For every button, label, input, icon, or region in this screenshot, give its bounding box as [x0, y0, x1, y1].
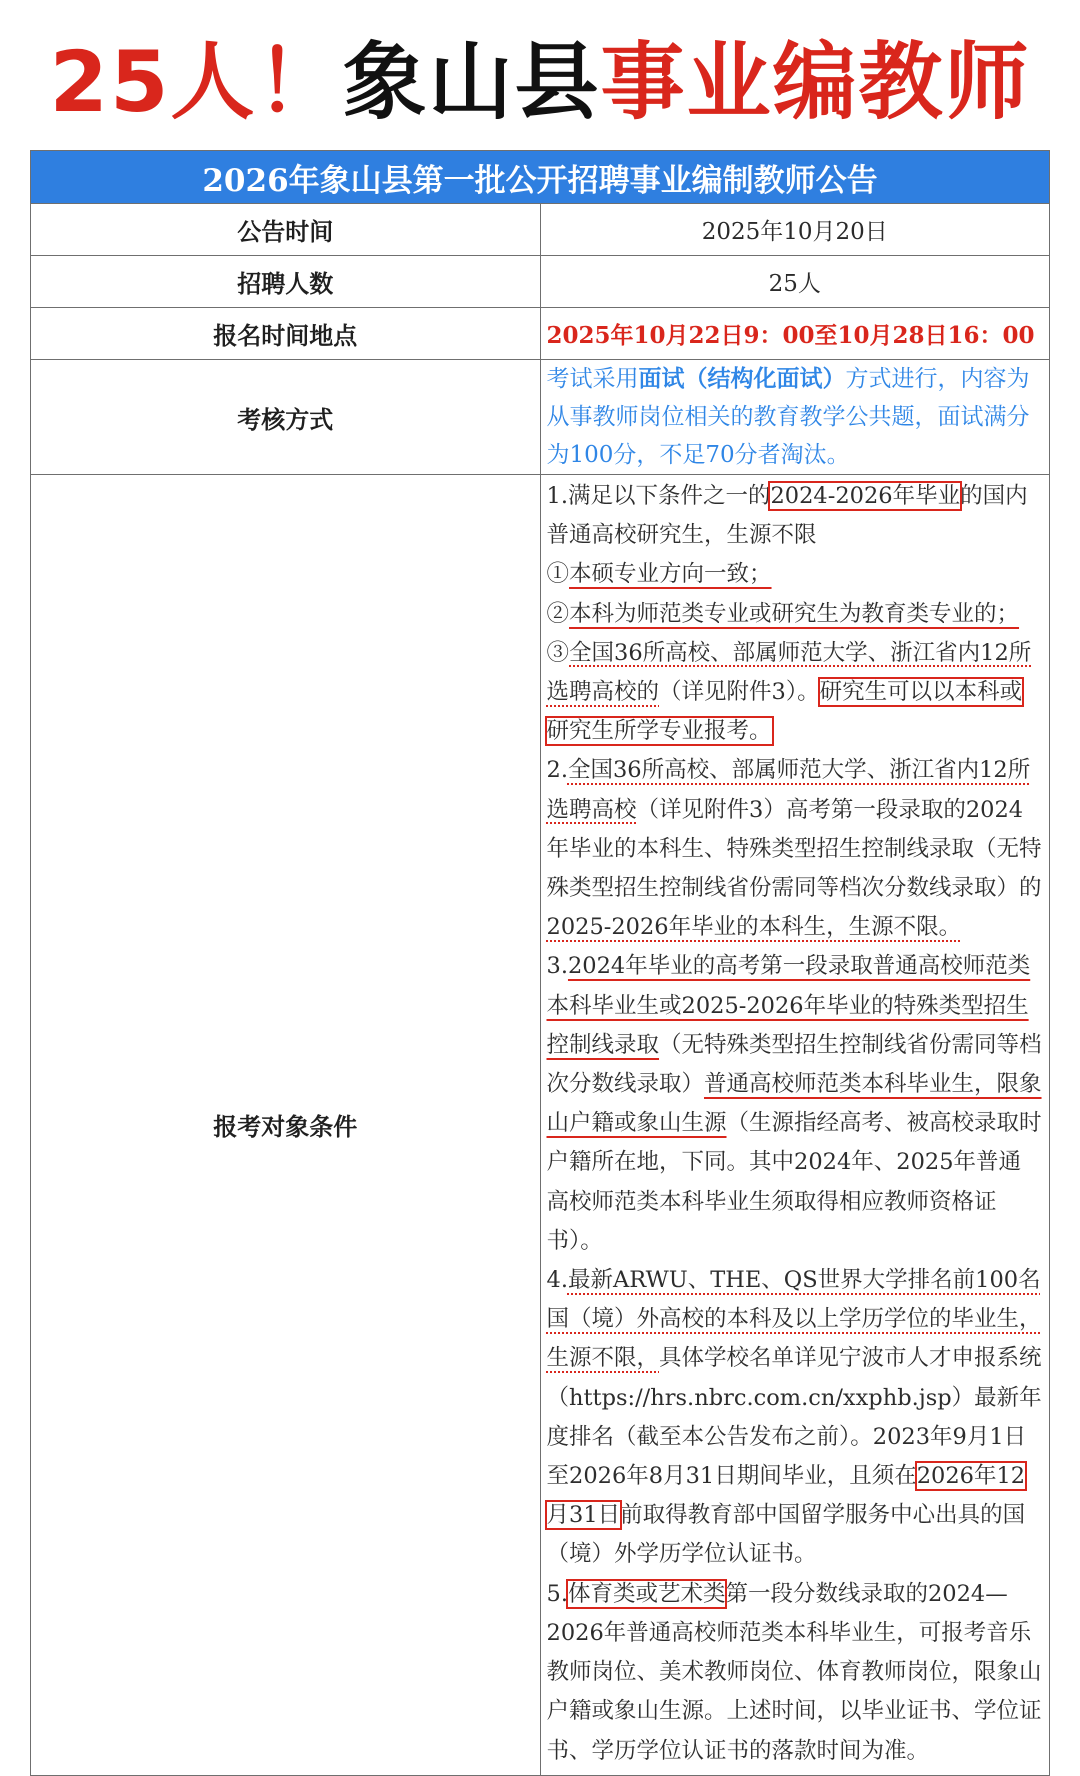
assessment-pre: 考试采用	[546, 366, 639, 392]
row-registration	[31, 308, 1050, 360]
assessment-post: 方式进行，内容为从事教师岗位相关的教育教学公共题，面试满分为100分，不足70分者淘汰。	[546, 366, 1030, 468]
condition-2	[547, 751, 1044, 947]
condition-3-residency: 普通高校师范类本科毕业生，限象山户籍或象山生源	[546, 1071, 1042, 1137]
row-announce-time	[31, 204, 1050, 256]
announce-time-value: 2025年10月20日	[540, 204, 1050, 256]
condition-1-post: 的国内普通高校研究生，生源不限	[546, 483, 1028, 549]
assessment-value	[540, 360, 1050, 475]
headline-position: 事业编教师	[600, 32, 1031, 131]
condition-1c-mark: ③	[546, 639, 570, 666]
condition-1-graduation-box: 2024-2026年毕业	[770, 483, 961, 509]
conditions-label: 报考对象条件	[31, 475, 541, 1776]
condition-2-mid: （详见附件3）高考第一段录取的2024年毕业的本科生、特殊类型招生控制线录取（无特殊类型招生控制线省份需同等档次分数线录取）的	[546, 796, 1042, 902]
condition-2-schools: 全国36所高校、部属师范大学、浙江省内12所选聘高校	[546, 757, 1031, 823]
condition-5	[547, 1575, 1044, 1771]
registration-label: 报名时间地点	[31, 308, 541, 360]
condition-1c	[547, 634, 1044, 752]
condition-4-mid: 具体学校名单详见宁波市人才申报系统（https://hrs.nbrc.com.cn/xxphb.jsp）最新年度排名（截至本公告发布之前）。2023年9月1日至2026年8月31日期间毕业，且须在	[546, 1345, 1042, 1490]
condition-1c-major-box: 研究生可以以本科或研究生所学专业报考。	[546, 679, 1023, 745]
row-assessment	[31, 360, 1050, 475]
condition-5-num: 5.	[546, 1580, 568, 1607]
condition-5-category-box: 体育类或艺术类	[567, 1580, 726, 1607]
row-conditions	[31, 475, 1050, 1776]
condition-2-num: 2.	[546, 757, 568, 784]
condition-5-post: 第一段分数线录取的2024—2026年普通高校师范类本科毕业生，可报考音乐教师岗位、美术教师岗位、体育教师岗位，限象山户籍或象山生源。上述时间，以毕业证书、学位证书、学历学位认证书的落款时间为准。	[546, 1580, 1042, 1764]
condition-1c-schools: 全国36所高校、部属师范大学、浙江省内12所选聘高校的	[546, 639, 1032, 706]
condition-3-mid: （无特殊类型招生控制线省份需同等档次分数线录取）	[546, 1031, 1042, 1098]
condition-4-ranking: 最新ARWU、THE、QS世界大学排名前100名国（境）外高校的本科及以上学历学位的毕业生，生源不限，	[546, 1267, 1042, 1372]
condition-3-num: 3.	[546, 953, 568, 980]
condition-1b-text: 本科为师范类专业或研究生为教育类专业的；	[569, 600, 1020, 627]
condition-1a	[547, 555, 1044, 594]
condition-3-post: （生源指经高考、被高校录取时户籍所在地，下同。其中2024年、2025年普通高校师范类本科毕业生须取得相应教师资格证书）。	[546, 1110, 1042, 1254]
condition-1a-mark: ①	[546, 561, 570, 588]
condition-1b	[547, 595, 1044, 634]
condition-1a-text: 本硕专业方向一致；	[569, 561, 772, 588]
condition-1c-post: （详见附件3）。	[659, 679, 820, 706]
registration-value	[540, 308, 1050, 360]
headcount-value: 25人	[540, 256, 1050, 308]
conditions-value	[540, 475, 1050, 1776]
registration-deadline: 2025年10月22日9：00至10月28日16：00	[546, 322, 1035, 349]
condition-4-deadline-box: 2026年12月31日	[546, 1463, 1026, 1529]
announce-time-label: 公告时间	[31, 204, 541, 256]
notice-title: 2026年象山县第一批公开招聘事业编制教师公告	[31, 151, 1050, 204]
headline-county: 象山县	[342, 32, 601, 131]
title-row	[31, 151, 1050, 204]
headline	[0, 0, 1080, 150]
headcount-label: 招聘人数	[31, 256, 541, 308]
headline-count: 25人！	[49, 32, 343, 131]
condition-3-admission: 2024年毕业的高考第一段录取普通高校师范类本科毕业生或2025-2026年毕业的特殊类型招生控制线录取	[546, 953, 1031, 1058]
notice-table	[30, 150, 1050, 1776]
condition-2-graduates: 2025-2026年毕业的本科生，生源不限。	[546, 914, 962, 941]
condition-1b-mark: ②	[546, 600, 570, 627]
condition-1-pre: 1.满足以下条件之一的	[546, 483, 771, 509]
condition-4-post: 前取得教育部中国留学服务中心出具的国（境）外学历学位认证书。	[546, 1502, 1026, 1568]
condition-1	[547, 477, 1044, 555]
condition-4	[547, 1261, 1044, 1575]
condition-4-num: 4.	[546, 1267, 568, 1294]
condition-3	[547, 947, 1044, 1261]
row-headcount	[31, 256, 1050, 308]
assessment-label: 考核方式	[31, 360, 541, 475]
assessment-interview-type: 面试（结构化面试）	[638, 365, 846, 392]
